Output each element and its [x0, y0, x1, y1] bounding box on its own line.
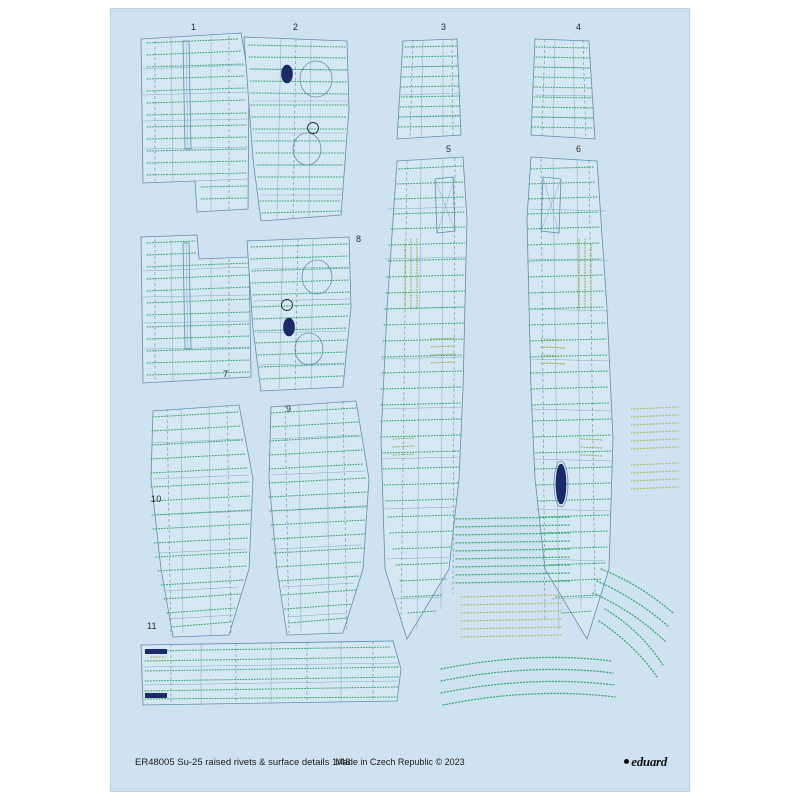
part-8 [247, 237, 351, 391]
part-number-5: 5 [446, 144, 452, 154]
part-2 [244, 37, 349, 221]
sheet-footer [111, 753, 689, 777]
part-number-4: 4 [576, 22, 582, 32]
part-number-7: 7 [223, 369, 229, 379]
part-6 [527, 157, 613, 639]
product-code-and-title: ER48005 Su-25 raised rivets & surface details 1/48 [135, 757, 351, 768]
part-number-9: 9 [286, 404, 292, 414]
eduard-logo [624, 754, 667, 770]
manufacture-note: Made in Czech Republic © 2023 [335, 757, 465, 767]
brand-name: eduard [631, 754, 667, 769]
part-number-11: 11 [147, 621, 157, 631]
part-number-1: 1 [191, 22, 197, 32]
part-number-2: 2 [293, 22, 299, 32]
part-9 [269, 401, 369, 635]
part-number-6: 6 [576, 144, 582, 154]
part-number-8: 8 [356, 234, 362, 244]
part-7 [141, 235, 251, 383]
part-number-3: 3 [441, 22, 447, 32]
part-number-10: 10 [151, 494, 162, 504]
logo-dot-icon [624, 759, 629, 764]
part-5 [381, 157, 467, 639]
decal-sheet [110, 8, 690, 792]
part-4 [531, 39, 595, 139]
part-3 [397, 39, 461, 139]
part-11 [141, 641, 401, 705]
part-10 [151, 405, 253, 637]
parts-artwork [111, 9, 691, 793]
part-1 [141, 33, 249, 212]
